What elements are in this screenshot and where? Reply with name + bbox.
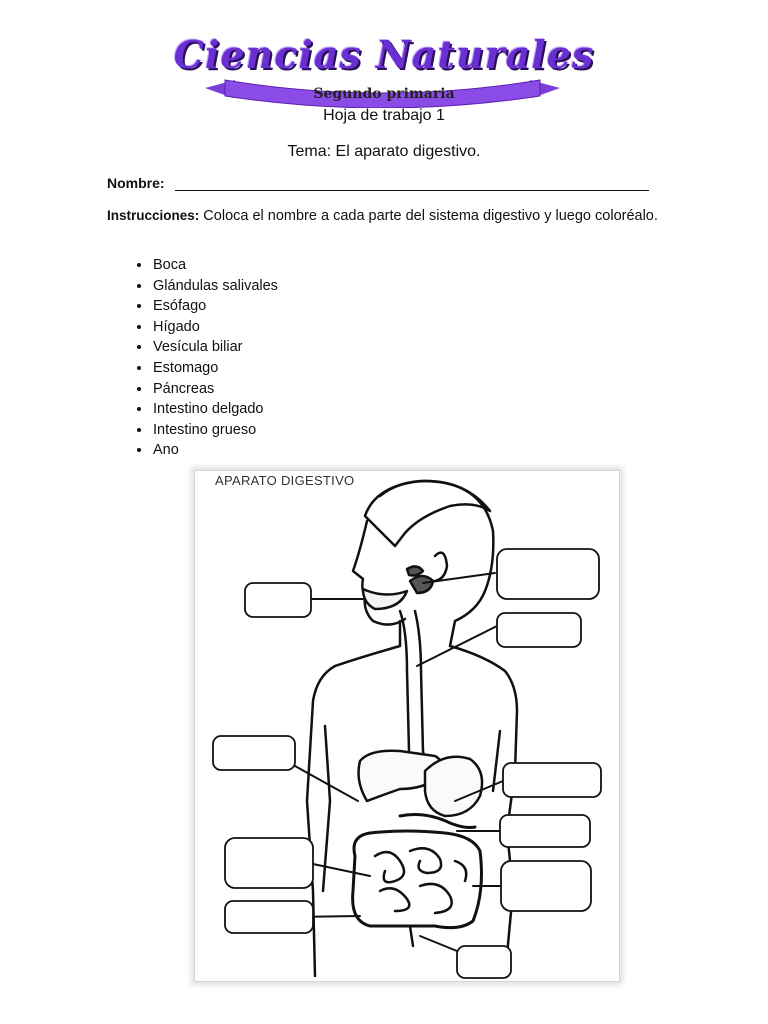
list-item: • Intestino grueso: [152, 420, 278, 441]
instructions-text: Coloca el nombre a cada parte del sistema digestivo y luego coloréalo.: [199, 208, 658, 224]
rectum: [410, 926, 413, 946]
topic-heading: Tema: El aparato digestivo.: [287, 143, 481, 160]
large-intestine: [353, 831, 482, 928]
leader-line: [423, 573, 495, 583]
worksheet-title: Hoja de trabajo 1: [323, 107, 445, 124]
salivary-gland-2: [407, 566, 423, 575]
brand-title: Ciencias Naturales: [173, 32, 595, 77]
stomach: [425, 757, 482, 816]
leader-line: [295, 766, 358, 801]
answer-box[interactable]: [500, 815, 590, 847]
esophagus-right: [415, 611, 435, 776]
answer-box[interactable]: [225, 901, 313, 933]
answer-box[interactable]: [457, 946, 511, 978]
list-item: • Páncreas: [152, 379, 278, 400]
answer-box[interactable]: [497, 613, 581, 647]
digestive-system-figure: [194, 470, 620, 982]
leader-line: [420, 936, 457, 951]
answer-box[interactable]: [213, 736, 295, 770]
answer-box[interactable]: [245, 583, 311, 617]
name-field-line[interactable]: [175, 190, 649, 191]
ear-outline: [435, 553, 447, 581]
list-item: • Hígado: [152, 317, 278, 338]
digestive-diagram: [195, 471, 619, 981]
figure-caption: APARATO DIGESTIVO: [215, 473, 355, 488]
instructions: [107, 205, 667, 227]
answer-box[interactable]: [503, 763, 601, 797]
mouth-cavity: [363, 589, 407, 609]
small-intestine: [375, 848, 466, 913]
name-field-label: Nombre:: [107, 175, 165, 191]
answer-box[interactable]: [501, 861, 591, 911]
list-item: • Vesícula biliar: [152, 337, 278, 358]
hair-outline: [365, 481, 490, 546]
list-item: • Boca: [152, 255, 278, 276]
list-item: • Glándulas salivales: [152, 276, 278, 297]
list-item: • Ano: [152, 440, 278, 461]
salivary-gland: [410, 576, 433, 593]
leader-line: [313, 864, 370, 876]
instructions-label: Instrucciones:: [107, 208, 200, 223]
list-item: • Estomago: [152, 358, 278, 379]
grade-subtitle: Segundo primaria: [313, 86, 455, 102]
parts-list: [107, 255, 278, 461]
answer-box[interactable]: [497, 549, 599, 599]
list-item: • Intestino delgado: [152, 399, 278, 420]
answer-box[interactable]: [225, 838, 313, 888]
pancreas: [400, 815, 475, 828]
list-item: • Esófago: [152, 296, 278, 317]
